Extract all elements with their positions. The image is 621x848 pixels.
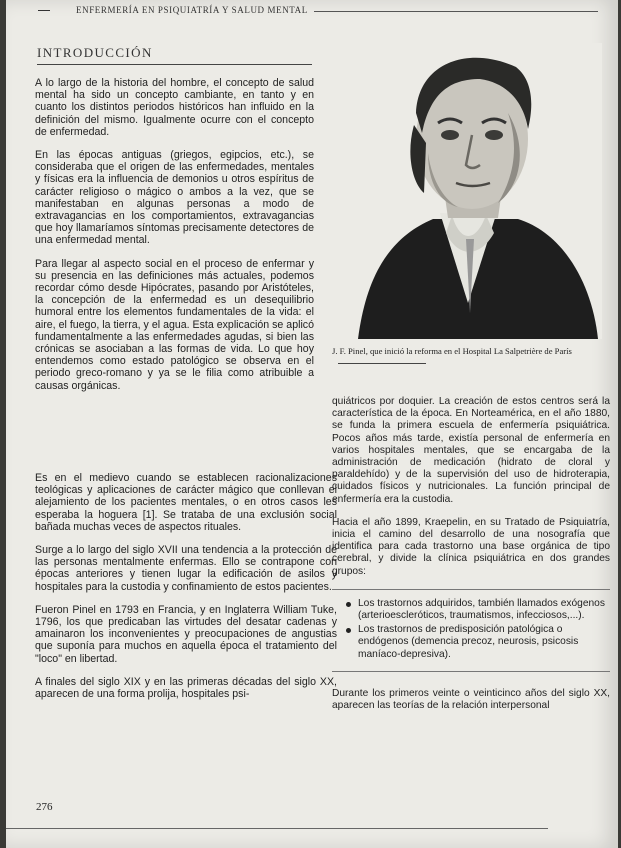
figure-caption (332, 346, 612, 366)
paragraph: A finales del siglo XIX y en las primeras décadas del siglo XX, aparecen de una forma prolija, hospitales psi- (35, 675, 337, 701)
book-page (6, 0, 618, 848)
paragraph: Es en el medievo cuando se establecen racionalizaciones teológicas y aplicaciones de carácter mágico que conllevan el alejamiento de los pacientes mentales, o en otros casos les esperaba la hoguera [1]. Se trataba de una exclusión social bañada muchas veces de aspectos rituales. (35, 472, 337, 533)
portrait-illustration (348, 43, 602, 339)
paragraph: Fueron Pinel en 1793 en Francia, y en Inglaterra William Tuke, 1796, los que predicaban las virtudes del desatar cadenas y amainaron los inconvenientes y preocupaciones de angustias que suponía para muchos en aquella época el tratamiento del "loco" en libertad. (35, 603, 337, 665)
caption-text: J. F. Pinel, que inició la reforma en el Hospital La Salpetrière de París (332, 346, 572, 356)
footer-rule (6, 828, 548, 829)
paragraph: Hacia el año 1899, Kraepelin, en su Tratado de Psiquiatría, inicia el camino del desarrollo de una nosografía que identifica para cada trastorno una base orgánica de tipo cerebral, y divide la clínica psiquiátrica en dos grandes grupos: (332, 516, 610, 577)
caption-rule (338, 363, 426, 364)
paragraph: A lo largo de la historia del hombre, el concepto de salud mental ha sido un concepto cambiante, en tanto y en cuanto los distintos periodos históricos han influido en la definición del mismo. Igualmente ocurre con el concepto de enfermedad. (35, 77, 314, 138)
paragraph: En las épocas antiguas (griegos, egipcios, etc.), se consideraba que el origen de las enfermedades, mentales y físicas era la influencia de demonios u otros espíritus de carácter religioso o mágico o ambos a la vez, que se manifestaban en algunas personas a modo de extravagancias en los comportamientos, extravagancias que hoy llamaríamos síntomas precisamente detectores de una enfermedad mental. (35, 149, 314, 247)
kraepelin-groups-list (332, 589, 610, 672)
paragraph: Durante los primeros veinte o veinticinco años del siglo XX, aparecen las teorías de la relación interpersonal (332, 687, 610, 712)
paragraph: quiátricos por doquier. La creación de estos centros será la característica de la época. En Norteamérica, en el año 1880, se funda la primera escuela de enfermería psiquiátrica. Pocos años más tarde, existía personal de enfermería en varios hospitales mentales, que se encargaba de la administración de medicación (hidrato de cloral y paraldehído) y de la supervisión del uso de hidroterapia, cuidados físicos y nutricionales. La función principal de enfermería era la custodia. (332, 396, 610, 505)
right-column (332, 396, 610, 723)
left-column-lower (35, 396, 337, 711)
paragraph: Surge a lo largo del siglo XVII una tendencia a la protección de las personas mentalmente enfermas. Ello se contrapone con épocas anteriores y tienen lugar la edificación de asilos y hospitales para la custodia y confinamiento de estos pacientes. (35, 544, 337, 593)
header-rule (314, 11, 598, 12)
running-header (38, 5, 598, 15)
paragraph: Para llegar al aspecto social en el proceso de enfermar y su presencia en las definiciones más actuales, podemos recordar cómo desde Hipócrates, pasando por Aristóteles, la concepción de la enfermedad es un desequilibrio humoral entre los elementos fundamentales de la vida: el aire, el fuego, la tierra, y el agua. Esta explicación se aplicó fundamentalmente a las enfermedades agudas, si bien las crónicas se asociaban a las formas de vida. Lo que hoy entendemos como estado patológico se observa en el periodo greco-romano y ya se le filia como atribuible a causas orgánicas. (35, 257, 314, 392)
running-title: ENFERMERÍA EN PSIQUIATRÍA Y SALUD MENTAL (76, 5, 308, 15)
section-title: INTRODUCCIÓN (37, 45, 312, 65)
list-item: Los trastornos adquiridos, también llamados exógenos (arterioescleróticos, traumatismos, infecciosos,...). (346, 598, 606, 622)
page-number: 276 (36, 801, 53, 813)
pinel-portrait (348, 43, 602, 339)
left-column-upper (35, 77, 314, 392)
header-dash (38, 10, 50, 11)
list-item: Los trastornos de predisposición patológica o endógenos (demencia precoz, neurosis, psicosis maníaco-depresiva). (346, 624, 606, 661)
